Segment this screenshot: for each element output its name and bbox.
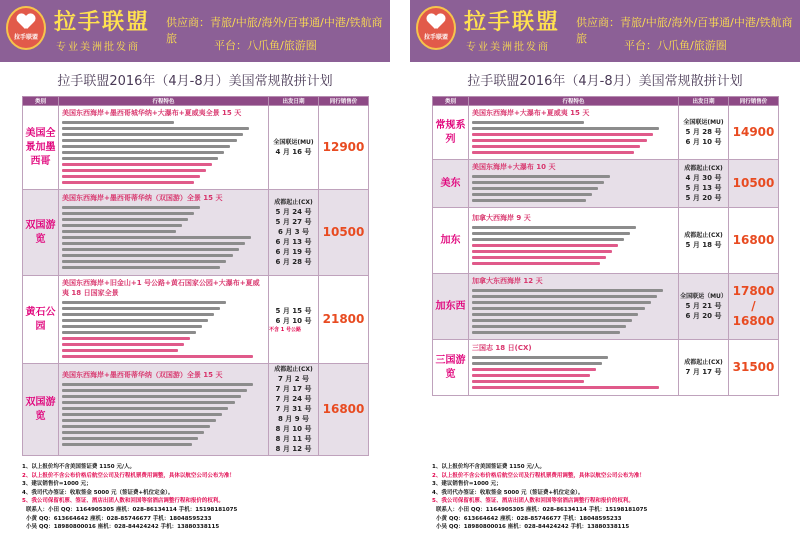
tour-features — [469, 208, 679, 274]
itinerary-line — [472, 151, 634, 154]
price-cell: 17800 / 16800 — [729, 274, 779, 340]
departure-date: 7 月 2 号 — [277, 375, 310, 383]
header-banner — [0, 0, 390, 62]
itinerary-line — [62, 224, 182, 227]
tour-category: 三国游览 — [433, 340, 469, 396]
route-title: 美国东西海岸+墨西哥蒂华纳（双国游）全景 15 天 — [62, 371, 223, 379]
footer-note: 1、以上报价均不含美国签证费 1150 元/人。 — [22, 464, 135, 470]
footer-note: 4、我司代办签证：收取签金 5000 元（签证费+机位定金）。 — [432, 489, 584, 496]
date-cell — [679, 106, 729, 160]
date-cell — [269, 276, 319, 364]
page-title: 拉手联盟2016年（4月-8月）美国常规散拼计划 — [57, 74, 333, 89]
itinerary-line — [472, 331, 620, 334]
column-header: 行程特色 — [469, 97, 679, 106]
footer-note: 4、我司代办签证：收取签金 5000 元（签证费+机位定金）。 — [22, 489, 174, 496]
page-title: 拉手联盟2016年（4月-8月）美国常规散拼计划 — [467, 74, 743, 89]
departure-date: 4 月 30 号 — [685, 174, 722, 182]
itinerary-line — [62, 443, 192, 446]
tour-features — [469, 340, 679, 396]
itinerary-line — [62, 383, 253, 386]
column-header: 类别 — [433, 97, 469, 106]
date-cell — [679, 160, 729, 208]
flyer-page-left — [0, 0, 390, 542]
departure-date: 5 月 21 号 — [685, 302, 722, 310]
itinerary-line — [62, 413, 222, 416]
table-row — [23, 276, 369, 364]
carrier-label: 全国联运(MU) — [273, 139, 314, 146]
column-header: 行程特色 — [59, 97, 269, 106]
column-header: 出发日期 — [269, 97, 319, 106]
itinerary-line — [62, 230, 176, 233]
itinerary-line — [472, 199, 586, 202]
contact-line: 联系人：小田 QQ：1164905305 座机：028-86134114 手机：15198181075 — [26, 506, 238, 513]
price-cell: 31500 — [729, 340, 779, 396]
itinerary-line — [472, 133, 653, 136]
itinerary-line — [62, 121, 174, 124]
contact-line: 小黄 QQ：613664642 座机：028-85746677 手机：18048595233 — [26, 515, 212, 522]
contact-line: 小黄 QQ：613664642 座机：028-85746677 手机：18048595233 — [436, 515, 622, 522]
itinerary-line — [62, 206, 200, 209]
logo-text: 拉手联盟 — [13, 34, 38, 41]
tour-category: 双国游览 — [23, 364, 59, 456]
departure-date: 7 月 17 号 — [685, 368, 722, 376]
itinerary-line — [62, 307, 220, 310]
itinerary-line — [472, 127, 659, 130]
departure-date: 7 月 17 号 — [275, 385, 312, 393]
itinerary-line — [62, 212, 194, 215]
departure-date: 7 月 31 号 — [275, 405, 312, 413]
itinerary-line — [472, 187, 598, 190]
route-title: 加拿大东西海岸 12 天 — [472, 277, 543, 285]
itinerary-line — [472, 262, 600, 265]
column-header: 出发日期 — [679, 97, 729, 106]
itinerary-line — [472, 362, 602, 365]
brand-name: 拉手联盟 — [464, 10, 561, 35]
carrier-label: 成都起止(CX) — [684, 232, 723, 239]
itinerary-line — [472, 226, 636, 229]
departure-date: 6 月 3 号 — [277, 228, 310, 236]
itinerary-line — [62, 260, 226, 263]
platform-list: 平台：八爪鱼/旅游圈 — [624, 39, 727, 52]
route-title: 美国东西海岸+墨西哥城华纳+大瀑布+夏威夷全景 15 天 — [62, 109, 242, 117]
price-cell: 16800 — [729, 208, 779, 274]
itinerary-line — [472, 319, 632, 322]
table-header-row — [23, 97, 369, 106]
itinerary-line — [62, 325, 202, 328]
tour-features — [469, 106, 679, 160]
table-row — [433, 160, 779, 208]
itinerary-line — [62, 236, 251, 239]
itinerary-line — [62, 181, 194, 184]
itinerary-line — [62, 133, 243, 136]
itinerary-line — [472, 356, 608, 359]
contact-line: 小吴 QQ：18980800016 座机：028-84424242 手机：13880338115 — [26, 524, 220, 531]
route-title: 美国东海岸+大瀑布 10 天 — [472, 163, 556, 171]
table-row — [433, 340, 779, 396]
tour-category: 双国游览 — [23, 190, 59, 276]
brand-name: 拉手联盟 — [54, 10, 151, 35]
departure-date: 5 月 13 号 — [685, 184, 722, 192]
tour-category: 常规系列 — [433, 106, 469, 160]
tour-category: 黄石公园 — [23, 276, 59, 364]
tour-table — [22, 96, 369, 456]
date-cell — [269, 106, 319, 190]
column-header: 同行销售价 — [319, 97, 369, 106]
itinerary-line — [62, 343, 184, 346]
footer-note: 3、建议销售价=1000 元； — [22, 481, 92, 488]
itinerary-line — [472, 232, 630, 235]
table-header-row — [433, 97, 779, 106]
itinerary-line — [472, 295, 657, 298]
date-note: 不含 1 号公路 — [269, 327, 301, 333]
itinerary-line — [62, 218, 188, 221]
tour-category: 加东 — [433, 208, 469, 274]
tour-features — [59, 106, 269, 190]
departure-date: 6 月 13 号 — [275, 238, 312, 246]
departure-date: 5 月 27 号 — [275, 218, 312, 226]
itinerary-line — [62, 127, 249, 130]
itinerary-line — [62, 389, 247, 392]
itinerary-line — [62, 395, 241, 398]
platform-list: 平台：八爪鱼/旅游圈 — [214, 39, 317, 52]
table-row — [433, 274, 779, 340]
itinerary-line — [472, 374, 590, 377]
itinerary-line — [62, 313, 214, 316]
departure-date: 5 月 24 号 — [275, 208, 312, 216]
itinerary-line — [62, 337, 190, 340]
departure-date: 6 月 10 号 — [275, 317, 312, 325]
departure-date: 8 月 11 号 — [275, 435, 312, 443]
tour-features — [469, 160, 679, 208]
price-cell: 10500 — [319, 190, 369, 276]
departure-date: 8 月 10 号 — [275, 425, 312, 433]
column-header: 同行销售价 — [729, 97, 779, 106]
itinerary-line — [62, 301, 226, 304]
tour-features — [59, 276, 269, 364]
itinerary-line — [472, 386, 659, 389]
carrier-label: 成都起止(CX) — [684, 165, 723, 172]
departure-date: 4 月 16 号 — [275, 148, 312, 156]
itinerary-line — [62, 248, 239, 251]
itinerary-line — [472, 121, 584, 124]
contact-line: 联系人：小田 QQ：1164905305 座机：028-86134114 手机：15198181075 — [436, 506, 648, 513]
itinerary-line — [62, 431, 204, 434]
carrier-label: 全国联运（MU） — [680, 293, 727, 300]
table-row — [23, 364, 369, 456]
tour-category: 美东 — [433, 160, 469, 208]
departure-date: 5 月 18 号 — [685, 241, 722, 249]
itinerary-line — [62, 331, 196, 334]
departure-date: 6 月 28 号 — [275, 258, 312, 266]
supplier-list: 供应商：青旅/中旅/海外/百事通/中港/铁航商旅 — [166, 16, 383, 45]
logo-text: 拉手联盟 — [423, 34, 448, 41]
date-cell — [679, 208, 729, 274]
header-banner — [410, 0, 800, 62]
itinerary-line — [62, 151, 224, 154]
itinerary-line — [472, 193, 592, 196]
departure-date: 6 月 10 号 — [685, 138, 722, 146]
price-cell: 10500 — [729, 160, 779, 208]
footer-notes — [432, 463, 778, 532]
date-cell — [269, 364, 319, 456]
tour-features — [469, 274, 679, 340]
route-title: 美国东西海岸+墨西哥蒂华纳（双国游）全景 15 天 — [62, 194, 223, 202]
itinerary-line — [62, 254, 233, 257]
departure-date: 5 月 20 号 — [685, 194, 722, 202]
itinerary-line — [62, 175, 200, 178]
itinerary-line — [472, 325, 626, 328]
itinerary-line — [472, 313, 638, 316]
supplier-list: 供应商：青旅/中旅/海外/百事通/中港/铁航商旅 — [576, 16, 793, 45]
itinerary-line — [472, 380, 584, 383]
carrier-label: 成都起止(CX) — [684, 359, 723, 366]
itinerary-line — [62, 407, 228, 410]
heart-icon — [427, 14, 445, 32]
itinerary-line — [472, 301, 651, 304]
itinerary-line — [62, 437, 198, 440]
tour-category: 美国全景加墨西哥 — [23, 106, 59, 190]
table-row — [23, 106, 369, 190]
itinerary-line — [472, 238, 624, 241]
itinerary-line — [62, 157, 218, 160]
itinerary-line — [62, 145, 230, 148]
itinerary-line — [62, 355, 253, 358]
itinerary-line — [472, 368, 596, 371]
carrier-label: 全国联运(MU) — [683, 119, 724, 126]
price-cell: 21800 — [319, 276, 369, 364]
footer-notes — [22, 463, 368, 532]
departure-date: 8 月 12 号 — [275, 445, 312, 453]
itinerary-line — [472, 145, 640, 148]
itinerary-line — [62, 266, 220, 269]
itinerary-line — [62, 242, 245, 245]
itinerary-line — [472, 181, 604, 184]
itinerary-line — [472, 244, 618, 247]
carrier-label: 成都起止(CX) — [274, 366, 313, 373]
departure-date: 7 月 24 号 — [275, 395, 312, 403]
price-cell: 14900 — [729, 106, 779, 160]
table-row — [433, 208, 779, 274]
footer-note: 3、建议销售价=1000 元； — [432, 481, 502, 488]
itinerary-line — [62, 169, 206, 172]
date-cell — [269, 190, 319, 276]
route-title: 三国志 18 日(CX) — [472, 344, 532, 352]
itinerary-line — [62, 163, 212, 166]
brand-logo — [6, 6, 46, 50]
departure-date: 5 月 28 号 — [685, 128, 722, 136]
itinerary-line — [62, 349, 178, 352]
brand-slogan: 专业美洲批发商 — [56, 42, 140, 53]
price-cell: 12900 — [319, 106, 369, 190]
itinerary-line — [472, 250, 612, 253]
heart-icon — [17, 14, 35, 32]
date-cell — [679, 340, 729, 396]
departure-date: 6 月 20 号 — [685, 312, 722, 320]
route-title: 加拿大西海岸 9 天 — [472, 214, 531, 222]
date-cell — [679, 274, 729, 340]
itinerary-line — [472, 307, 645, 310]
itinerary-line — [62, 319, 208, 322]
itinerary-line — [472, 289, 663, 292]
tour-features — [59, 190, 269, 276]
itinerary-line — [62, 139, 237, 142]
departure-date: 6 月 19 号 — [275, 248, 312, 256]
footer-note: 2、以上报价不含公布价格后航空公司及行程机票费用调整，具体以航空公司公布为准！ — [432, 472, 645, 479]
tour-category: 加东西 — [433, 274, 469, 340]
departure-date: 8 月 9 号 — [277, 415, 310, 423]
departure-date: 5 月 15 号 — [275, 307, 312, 315]
route-title: 美国东西海岸+旧金山+1 号公路+黄石国家公园+大瀑布+夏威夷 18 日国家全景 — [62, 279, 260, 297]
contact-line: 小吴 QQ：18980800016 座机：028-84424242 手机：13880338115 — [436, 524, 630, 531]
column-header: 类别 — [23, 97, 59, 106]
itinerary-line — [472, 256, 606, 259]
footer-note: 5、我公司保留机票、签证、酒店出团人数和回国等宿酒店调整行程和报价的权利。 — [22, 498, 224, 505]
tour-features — [59, 364, 269, 456]
itinerary-line — [62, 425, 210, 428]
brand-logo — [416, 6, 456, 50]
carrier-label: 成都起止(CX) — [274, 199, 313, 206]
brand-slogan: 专业美洲批发商 — [466, 42, 550, 53]
itinerary-line — [62, 419, 216, 422]
flyer-page-right — [410, 0, 800, 542]
itinerary-line — [472, 139, 647, 142]
table-row — [433, 106, 779, 160]
itinerary-line — [472, 175, 610, 178]
route-title: 美国东西海岸+大瀑布+夏威夷 15 天 — [472, 109, 590, 117]
table-row — [23, 190, 369, 276]
price-cell: 16800 — [319, 364, 369, 456]
footer-note: 5、我公司保留机票、签证、酒店出团人数和回国等宿酒店调整行程和报价的权利。 — [432, 498, 634, 505]
footer-note: 2、以上报价不含公布价格后航空公司及行程机票费用调整，具体以航空公司公布为准！ — [22, 472, 235, 479]
footer-note: 1、以上报价均不含美国签证费 1150 元/人。 — [432, 464, 545, 470]
itinerary-line — [62, 401, 235, 404]
tour-table — [432, 96, 779, 396]
